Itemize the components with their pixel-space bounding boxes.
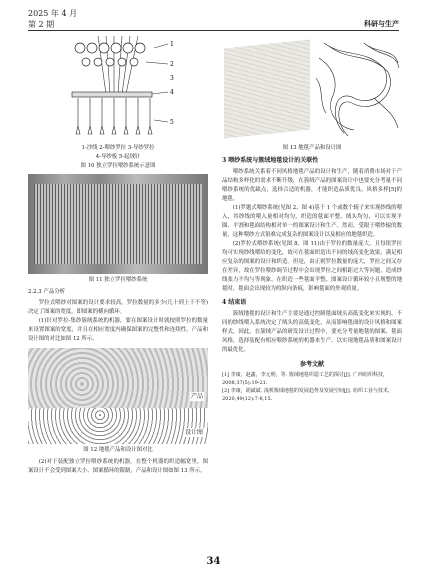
figure-10-caption: 图 10 独立罗拉喂纱系统示意图 — [80, 163, 156, 169]
references-title: 参考文献 — [299, 361, 324, 368]
paragraph: (2)对于装配独立罗拉喂纱系统的机器，在整个机器的织造幅宽里，图案设计不会受到图案大小、图案循环的限制，产品和设计图如图 13 所示。 — [28, 459, 208, 474]
paragraph: 罗拉式喂纱对图案的设计要求较高，罗拉数量的多少(几十到上千不等)决定了图案的宽度，即图案的横向循环。 — [28, 300, 208, 315]
carpet-product-image — [224, 39, 310, 138]
paragraph: (1)针对罗拉-集纱簇绒系统的机器，要在图案设计时就按照罗拉的数量来设置图案的宽度，并且在相应宽度内确保图案的完整性和连续性，产品和设计图的对比如图 12 所示。 — [28, 318, 208, 342]
figure-10-legend-2: 4-导纱板 5-起绒针 — [95, 154, 141, 160]
figure-11-photo — [28, 174, 208, 274]
right-column — [222, 34, 402, 403]
callout-3: 3 — [170, 75, 174, 82]
section-4-title: 4 结束语 — [222, 299, 247, 306]
figure-13-caption: 图 13 地毯产品和设计图 — [282, 145, 342, 151]
figure-12 — [28, 348, 208, 444]
figure-10 — [28, 34, 208, 142]
figure-12-label-design: 设计图 — [184, 429, 203, 436]
paragraph: (2)罗拉式喂纱系统(见图 8、图 11)由于罗拉的数量庞大，且每组罗拉均可实现纱线喂给的变化，故可在毯面织造出不同的绒高变化效果，满足相应复杂的图案的设计和织造。但是，由正则罗拉数量的庞大，罗拉之间又存在差异，故在罗拉喂纱调节过程中会出现罗拉之间相距过大等问题，造成纱线张力不均与等现象，在织造一些毯面平整、图案设计循环较小且规整的地毯时，毯面会出现较为的纵向条痕，影响毯面的外观质量。 — [222, 241, 402, 292]
page-number: 34 — [206, 556, 221, 567]
issue-date: 2025 年 4 月 — [28, 9, 78, 18]
issue-number: 第 2 期 — [28, 20, 55, 29]
feed-roller-schematic — [28, 34, 208, 142]
carpet-design-drawing — [314, 38, 400, 138]
figure-12-caption: 图 12 地毯产品和设计图对比 — [83, 447, 153, 453]
left-column — [28, 34, 208, 476]
figure-11-caption: 图 11 独立罗拉喂纱系统 — [88, 277, 148, 283]
figure-12-label-product: 产品 — [190, 393, 203, 400]
running-header-left — [28, 8, 77, 30]
paragraph: 簇绒地毯的设计和生产主要是通过控制毯面绒头高低变化来实现的，不同的纱线喂入系统决定了绒头的高低变化，从而影响毯面的设计风格和图案样式。因此，在簇绒产品的研发设计过程中，要充分考量地毯的图案、毯面风格，选择装配有相应喂纱系统的机器来生产，以实现地毯品质和图案设计的最优化。 — [222, 311, 402, 353]
callout-4: 4 — [170, 89, 174, 96]
callout-2: 2 — [170, 61, 174, 68]
section-name: 科研与生产 — [364, 19, 399, 28]
header-rule — [28, 30, 399, 31]
reference-item: [2] 李康，胡斌斌. 浅析簇绒地毯的发展趋势及发展空间[J]. 纺织工业与技术，2020,49(12):7-8,15. — [222, 388, 393, 402]
figure-10-legend-1: 1-沙线 2-喂纱罗拉 3-导纱罗拉 — [81, 145, 155, 151]
callout-1: 1 — [170, 41, 174, 48]
section-3-title: 3 喂纱系统与簇绒地毯设计的关联性 — [222, 157, 319, 164]
subsection-heading: 2.2.3 产品分析 — [28, 289, 65, 295]
paragraph: (1)罗题式喂纱系统(见图 2、图 4)基于 1 个或数个辊子来实现纱线的喂入，其纱线的喂入量相对均匀，织造的毯面平整、绒头均匀，可以实现平圈、平割和毯面结构相对单一的图案设计和生产。然而，受限于喂纱辊的数量，这种喂纱方式很难完成复杂的图案设计以及相应的地毯织造。 — [222, 205, 402, 238]
paragraph: 喂纱系统关系着不同风格地毯产品的设计和生产，随着消费市场对于产品结构多样化的需求不断升级，在簇绒产品的图案设计中也要充分考量不同喂纱系统的优缺点，选择合适的机器，才能织造品质优良、风格多样[5]的地毯。 — [222, 169, 402, 202]
figure-13 — [222, 34, 402, 142]
callout-5: 5 — [170, 119, 174, 126]
reference-item: [1] 李康，赵鑫，李元明，等. 簇绒地毯织造工艺的探讨[J]. 广西纺织科技，2008,37(5):19-21. — [222, 372, 388, 386]
